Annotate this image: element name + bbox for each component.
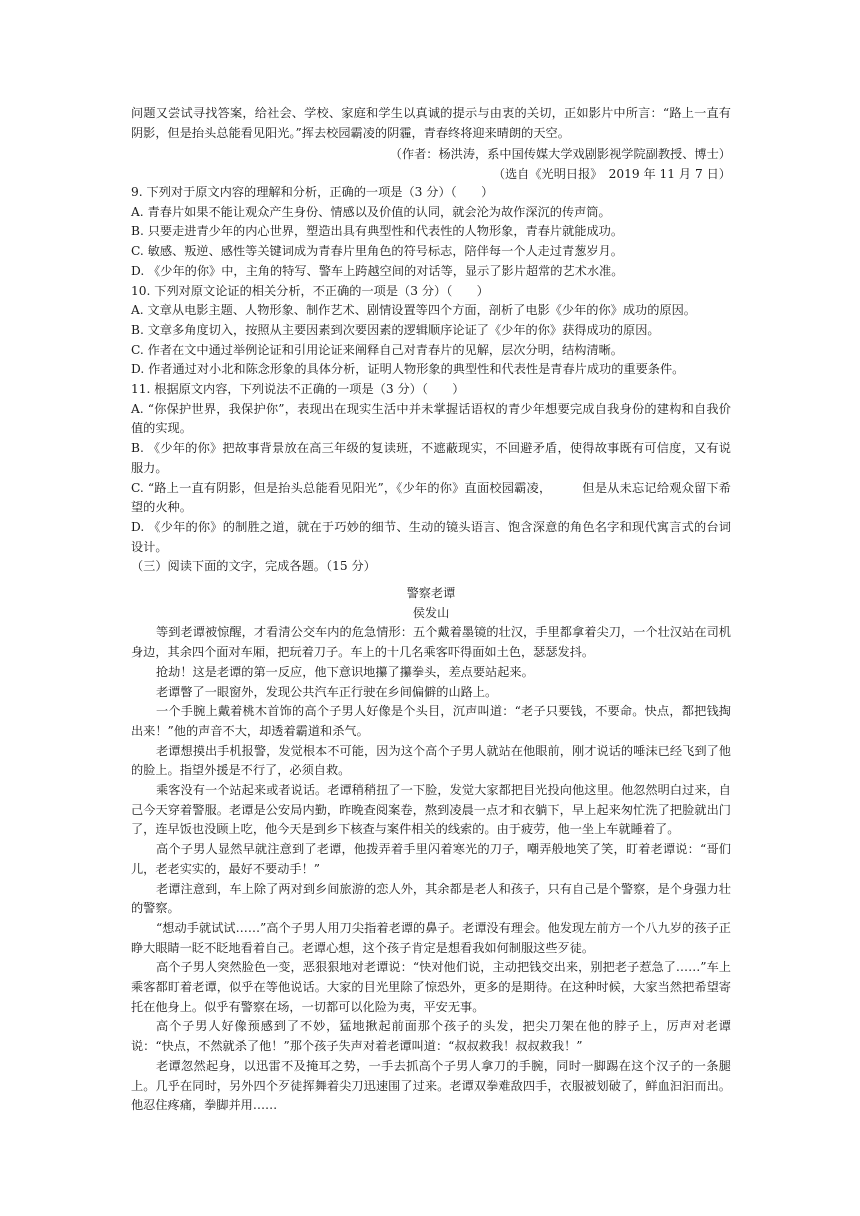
question-option: B. 《少年的你》把故事背景放在高三年级的复读班，不遮蔽现实，不回避矛盾，使得故事既有可信度，又有说服力。 <box>131 441 731 475</box>
story-paragraph: 一个手腕上戴着桃木首饰的高个子男人好像是个头目，沉声叫道：“老子只要钱，不要命。快点，都把钱掏出来！”他的声音不大，却透着霸道和杀气。 <box>131 704 731 738</box>
question-option: A. 文章从电影主题、人物形象、制作艺术、剧情设置等四个方面，剖析了电影《少年的你》成功的原因。 <box>131 303 696 318</box>
question-option: B. 只要走进青少年的内心世界，塑造出具有典型性和代表性的人物形象，青春片就能成功。 <box>131 224 624 239</box>
story-paragraph: 老谭瞥了一眼窗外，发现公共汽车正行驶在乡间偏僻的山路上。 <box>156 684 498 699</box>
questions-block <box>131 183 731 577</box>
question-option: B. 文章多角度切入，按照从主要因素到次要因素的逻辑顺序论证了《少年的你》获得成功的原因。 <box>131 322 660 337</box>
question-option: D. 《少年的你》的制胜之道，就在于巧妙的细节、生动的镜头语言、饱含深意的角色名字和现代寓言式的台词设计。 <box>131 519 731 554</box>
story-paragraph: 等到老谭被惊醒，才看清公交车内的危急情形：五个戴着墨镜的壮汉，手里都拿着尖刀，一个壮汉站在司机身边，其余四个面对车厢，把玩着刀子。车上的十几名乘客吓得面如土色，瑟瑟发抖。 <box>131 625 731 660</box>
story-paragraph: 乘客没有一个站起来或者说话。老谭稍稍扭了一下脸，发觉大家都把目光投向他这里。他忽然明白过来，自己今天穿着警服。老谭是公安局内勤，昨晚查阅案卷，熬到凌晨一点才和衣躺下，早上起来匆忙洗了把脸就出门了，连早饭也没顾上吃，他今天是到乡下核查与案件相关的线索的。由于疲劳，他一坐上车就睡着了。 <box>131 783 731 837</box>
story-paragraph: 高个子男人突然脸色一变，恶狠狠地对老谭说：“快对他们说，主动把钱交出来，别把老子惹急了……”车上乘客都盯着老谭，似乎在等他说话。大家的目光里除了惊恐外，更多的是期待。在这种时候，大家当然把希望寄托在他身上。似乎有警察在场，一切都可以化险为夷，平安无事。 <box>131 960 731 1014</box>
story-paragraph: “想动手就试试……”高个子男人用刀尖指着老谭的鼻子。老谭没有理会。他发现左前方一个八九岁的孩子正睁大眼睛一眨不眨地看着自己。老谭心想，这个孩子肯定是想看我如何制服这些歹徒。 <box>131 920 731 955</box>
question-stem: 11. 根据原文内容，下列说法不正确的一项是（3 分）（ ） <box>131 382 465 397</box>
question-option: D. 《少年的你》中，主角的特写、警车上跨越空间的对话等，显示了影片超常的艺术水准。 <box>131 263 624 278</box>
question-stem: 10. 下列对原文论证的相关分析，不正确的一项是（3 分）（ ） <box>131 283 489 298</box>
question-option: C. 作者在文中通过举例论证和引用论证来阐释自己对青春片的见解，层次分明，结构清晰。 <box>131 342 623 357</box>
story-paragraph: 高个子男人显然早就注意到了老谭，他拨弄着手里闪着寒光的刀子，嘲弄般地笑了笑，盯着老谭说：“哥们儿，老老实实的，最好不要动手！” <box>131 842 731 876</box>
question-option: C. “路上一直有阴影，但是抬头总能看见阳光”，《少年的你》直面校园霸凌， 但是从未忘记给观众留下希望的火种。 <box>131 480 731 515</box>
question-stem: 9. 下列对于原文内容的理解和分析，正确的一项是（3 分）（ ） <box>131 185 494 199</box>
story-block <box>131 584 731 1116</box>
question-option: D. 作者通过对小北和陈念形象的具体分析，证明人物形象的典型性和代表性是青春片成功的重要条件。 <box>131 362 685 377</box>
story-paragraph: 老谭想摸出手机报警，发觉根本不可能，因为这个高个子男人就站在他眼前，刚才说话的唾沫已经飞到了他的脸上。指望外援是不行了，必须自救。 <box>131 743 731 778</box>
story-title: 警察老谭 <box>406 586 456 600</box>
section-heading: （三）阅读下面的文字，完成各题。（15 分） <box>131 559 376 574</box>
source-note: （选自《光明日报》 2019 年 11 月 7 日） <box>492 167 731 182</box>
story-paragraph: 老谭注意到，车上除了两对到乡间旅游的恋人外，其余都是老人和孩子，只有自己是个警察，是个身强力壮的警察。 <box>131 881 731 916</box>
question-option: A. “你保护世界，我保护你”，表现出在现实生活中并未掌握话语权的青少年想要完成自我身份的建构和自我价值的实现。 <box>131 401 731 436</box>
story-paragraph: 高个子男人好像预感到了不妙，猛地揪起前面那个孩子的头发，把尖刀架在他的脖子上，厉声对老谭说：“快点，不然就杀了他！”那个孩子失声对着老谭叫道：“叔叔救我！叔叔救我！” <box>131 1019 731 1054</box>
essay-tail-block <box>131 104 731 185</box>
essay-tail-paragraph: 问题又尝试寻找答案，给社会、学校、家庭和学生以真诚的提示与由衷的关切，正如影片中所言：“路上一直有阴影，但是抬头总能看见阳光。”挥去校园霸凌的阴霾，青春终将迎来晴朗的天空。 <box>131 106 731 140</box>
story-paragraph: 老谭忽然起身，以迅雷不及掩耳之势，一手去抓高个子男人拿刀的手腕，同时一脚踢在这个汉子的一条腿上。几乎在同时，另外四个歹徒挥舞着尖刀迅速围了过来。老谭双拳难敌四手，衣服被划破了，鲜血汩汩而出。他忍住疼痛，拳脚并用…… <box>131 1058 731 1113</box>
question-option: C. 敏感、叛逆、感性等关键词成为青春片里角色的符号标志，陪伴每一个人走过青葱岁月。 <box>131 244 623 259</box>
author-note: （作者：杨洪涛，系中国传媒大学戏剧影视学院副教授、博士） <box>389 147 731 162</box>
question-option: A. 青春片如果不能让观众产生身份、情感以及价值的认同，就会沦为故作深沉的传声筒。 <box>131 204 611 219</box>
story-paragraph: 抢劫！这是老谭的第一反应，他下意识地攥了攥拳头，差点要站起来。 <box>156 664 534 679</box>
story-author: 侯发山 <box>412 605 450 620</box>
